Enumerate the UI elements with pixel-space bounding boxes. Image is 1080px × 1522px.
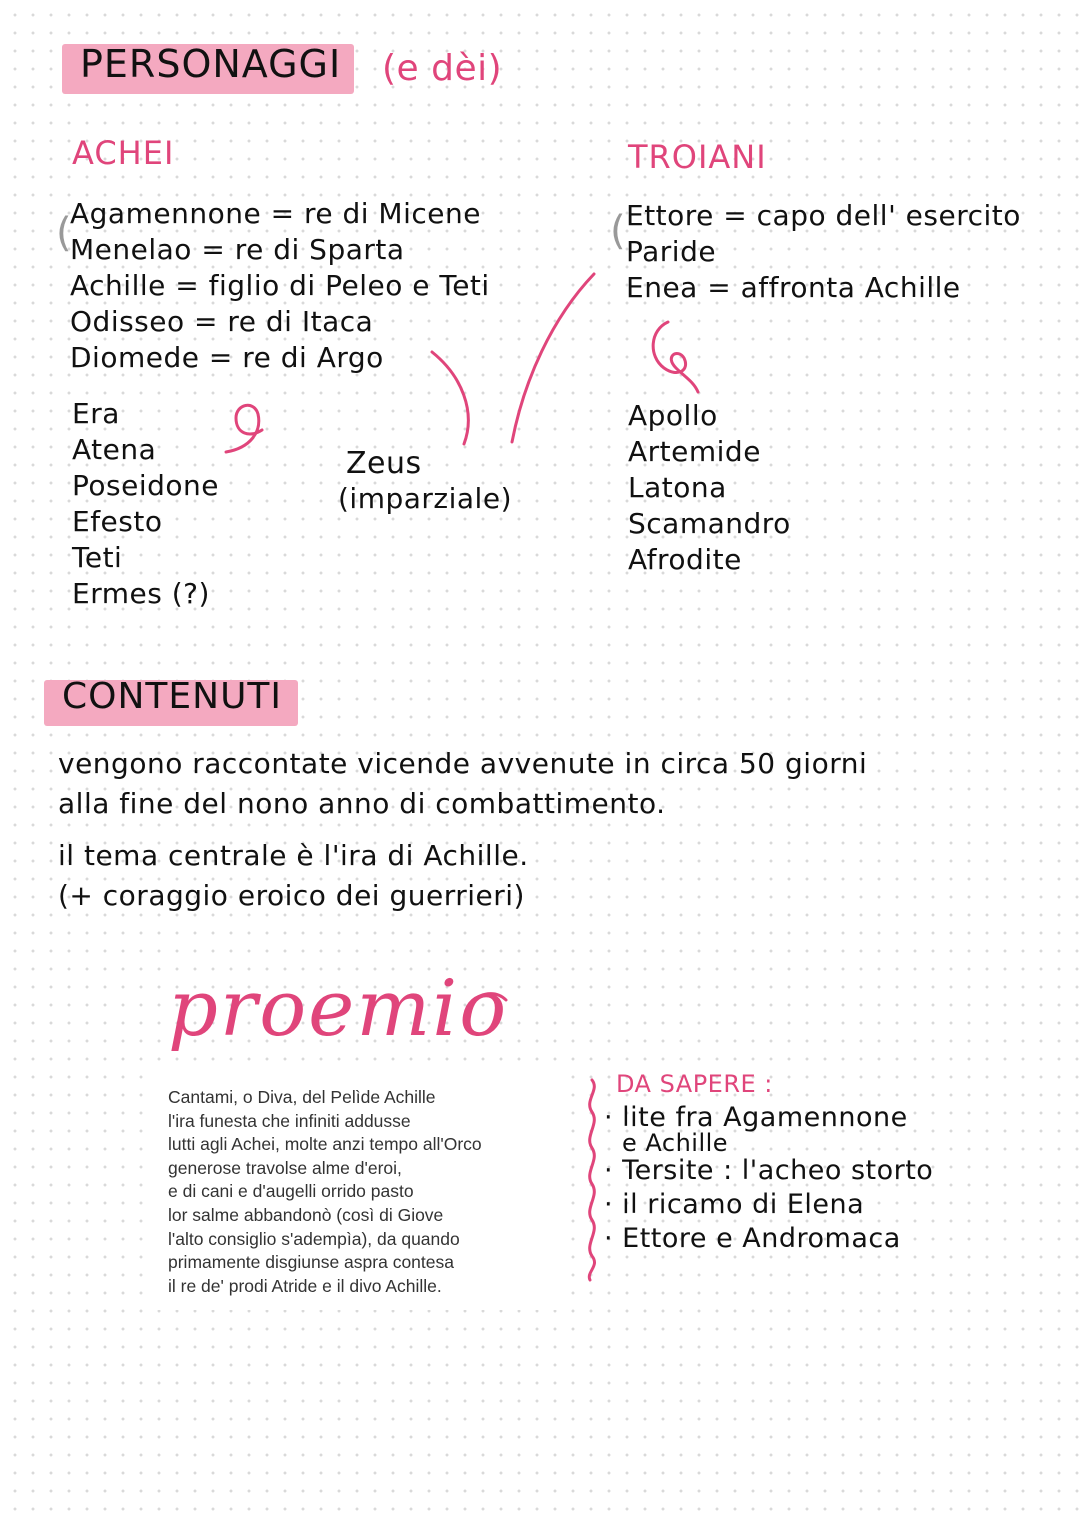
proemio-title: proemio [168,964,509,1054]
troiani-god: Scamandro [628,507,791,540]
proemio-verse: il re de' prodi Atride e il divo Achille. [168,1275,442,1296]
troiani-bracket: ( [610,208,627,254]
personaggi-subtitle: (e dèi) [382,48,503,89]
proemio-verse: generose travolse alme d'eroi, [168,1157,402,1178]
achei-god: Ermes (?) [72,577,210,610]
achei-god: Teti [72,541,123,574]
da-sapere-item: · Tersite : l'acheo storto [604,1155,934,1186]
achei-god: Efesto [72,505,163,538]
troiani-god: Apollo [628,399,718,432]
da-sapere-item: e Achille [622,1129,729,1157]
proemio-verse: lor salme abbandonò (così di Giove [168,1204,444,1225]
proemio-verses-box [150,1070,570,1310]
contenuti-text-2 [58,836,529,916]
proemio-verse: l'alto consiglio s'adempìa), da quando [168,1228,460,1249]
achei-god: Era [72,397,120,430]
achei-bracket: ( [56,210,73,256]
troiani-hero-line: Enea = affronta Achille [626,271,961,304]
achei-hero-line: Diomede = re di Argo [70,341,384,374]
contenuti-title: CONTENUTI [62,676,283,717]
contenuti-text [58,744,867,824]
achei-god: Atena [72,433,157,466]
achei-hero-line: Odisseo = re di Itaca [70,305,374,338]
da-sapere-item: · lite fra Agamennone [604,1102,908,1133]
contenuti-line: vengono raccontate vicende avvenute in circa 50 giorni [58,747,868,780]
contenuti-line: (+ coraggio eroico dei guerrieri) [58,879,525,912]
da-sapere-list [604,1104,933,1256]
proemio-verse: lutti agli Achei, molte anzi tempo all'Orco [168,1134,482,1155]
achei-hero-line: Menelao = re di Sparta [70,233,405,266]
da-sapere-item: · il ricamo di Elena [604,1189,865,1220]
proemio-verse: primamente disgiunse aspra contesa [168,1252,454,1273]
troiani-god: Afrodite [628,543,742,576]
da-sapere-title: DA SAPERE : [616,1070,773,1098]
proemio-verse: Cantami, o Diva, del Pelìde Achille [168,1087,436,1107]
contenuti-line: alla fine del nono anno di combattimento. [58,787,666,820]
achei-heading: ACHEI [72,134,175,172]
personaggi-title: PERSONAGGI [80,42,342,86]
troiani-hero-line: Ettore = capo dell' esercito [626,199,1021,232]
troiani-god: Latona [628,471,727,504]
zeus-note: (imparziale) [338,482,512,515]
troiani-hero-line: Paride [626,235,717,268]
proemio-verse: e di cani e d'augelli orrido pasto [168,1181,414,1202]
achei-hero-line: Agamennone = re di Micene [70,197,481,230]
achei-god: Poseidone [72,469,219,502]
troiani-god: Artemide [628,435,761,468]
troiani-heading: TROIANI [628,138,767,176]
contenuti-line: il tema centrale è l'ira di Achille. [58,839,529,872]
da-sapere-item: · Ettore e Andromaca [604,1223,901,1254]
zeus-name: Zeus [346,446,422,481]
achei-hero-line: Achille = figlio di Peleo e Teti [70,269,490,302]
proemio-verse: l'ira funesta che infiniti addusse [168,1110,411,1131]
